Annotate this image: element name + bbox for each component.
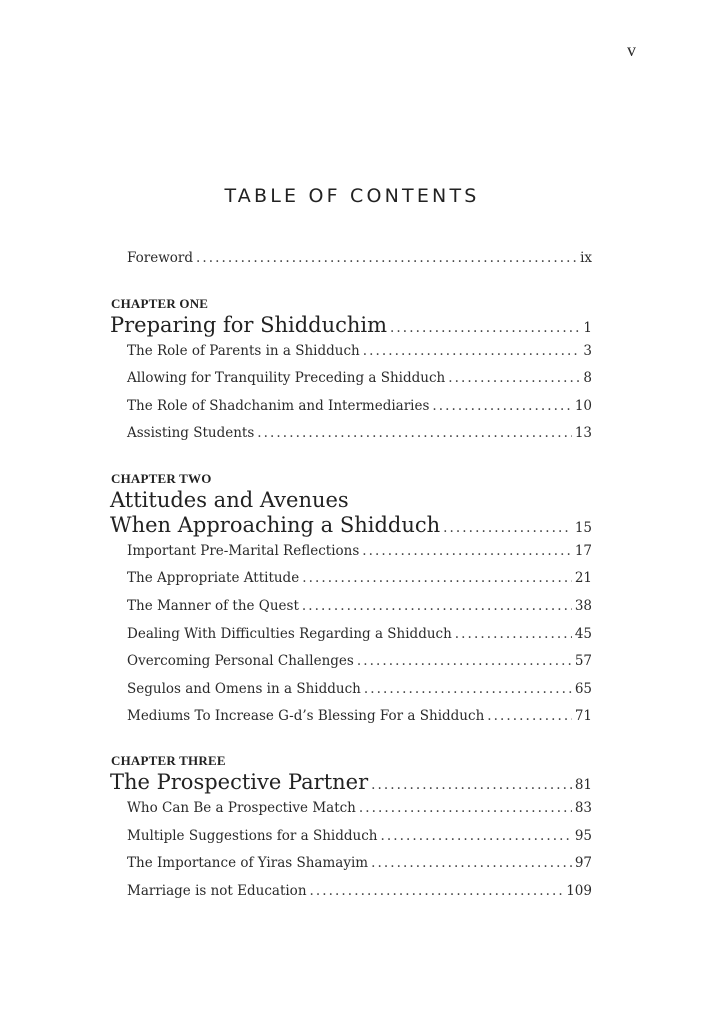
toc-entry[interactable]: [127, 708, 592, 724]
toc-entry[interactable]: [127, 425, 592, 441]
toc-entry[interactable]: [127, 828, 592, 844]
toc-entry-page: 21: [574, 570, 592, 586]
toc-entry-label: Allowing for Tranquility Preceding a Shidduch: [127, 370, 446, 386]
toc-entry[interactable]: [127, 681, 592, 697]
toc-entry-label: The Manner of the Quest: [127, 598, 299, 614]
toc-entry-page: 17: [574, 543, 592, 559]
toc-entry[interactable]: [127, 370, 592, 386]
chapter-title: When Approaching a Shidduch: [110, 513, 441, 537]
toc-entry[interactable]: [127, 543, 592, 559]
toc-entry-page: 97: [574, 855, 592, 871]
toc-entry-page: 45: [574, 626, 592, 642]
dot-leader: [302, 570, 572, 586]
chapter-title: Attitudes and Avenues: [110, 488, 349, 512]
toc-entry-label: Multiple Suggestions for a Shidduch: [127, 828, 378, 844]
toc-entry-label: The Role of Parents in a Shidduch: [127, 343, 360, 359]
toc-entry[interactable]: [127, 343, 592, 359]
dot-leader: [302, 598, 572, 614]
toc-entry-label: Marriage is not Education: [127, 883, 307, 899]
dot-leader: [363, 343, 581, 359]
toc-entry-page: 71: [574, 708, 592, 724]
dot-leader: [310, 883, 564, 899]
dot-leader: [362, 543, 572, 559]
page-number: v: [627, 40, 636, 60]
toc-entry[interactable]: [127, 883, 592, 899]
dot-leader: [448, 370, 580, 386]
toc-entry-page: 13: [574, 425, 592, 441]
toc-entry-label: Overcoming Personal Challenges: [127, 653, 354, 669]
toc-entry[interactable]: [127, 598, 592, 614]
toc-entry-label: Important Pre-Marital Reflections: [127, 543, 360, 559]
dot-leader: [371, 777, 572, 793]
dot-leader: [364, 681, 572, 697]
dot-leader: [443, 520, 572, 536]
toc-entry-label: Who Can Be a Prospective Match: [127, 800, 356, 816]
toc-entry-page: 57: [574, 653, 592, 669]
dot-leader: [257, 425, 572, 441]
chapter-title: Preparing for Shidduchim: [110, 313, 388, 337]
toc-entry-page: 83: [574, 800, 592, 816]
chapter-label: CHAPTER TWO: [111, 471, 212, 486]
toc-entry-label: Segulos and Omens in a Shidduch: [127, 681, 361, 697]
chapter-title-entry[interactable]: [110, 513, 592, 537]
dot-leader: [359, 800, 572, 816]
chapter-page: 15: [574, 520, 592, 536]
toc-entry-page: 109: [566, 883, 592, 899]
toc-entry-page: 65: [574, 681, 592, 697]
dot-leader: [432, 398, 571, 414]
toc-entry[interactable]: [127, 653, 592, 669]
toc-entry-page: ix: [580, 250, 592, 266]
dot-leader: [487, 708, 572, 724]
toc-entry-page: 10: [574, 398, 592, 414]
toc-entry-label: Assisting Students: [127, 425, 255, 441]
chapter-label: CHAPTER THREE: [111, 753, 226, 768]
toc-entry-label: Foreword: [127, 250, 193, 266]
toc-entry[interactable]: [127, 800, 592, 816]
dot-leader: [380, 828, 571, 844]
toc-entry-label: The Appropriate Attitude: [127, 570, 300, 586]
dot-leader: [455, 626, 572, 642]
chapter-title: The Prospective Partner: [110, 770, 369, 794]
dot-leader: [390, 320, 580, 336]
chapter-page: 81: [574, 777, 592, 793]
toc-title: TABLE OF CONTENTS: [224, 185, 480, 207]
toc-entry-label: Dealing With Difficulties Regarding a Shidduch: [127, 626, 452, 642]
toc-entry-label: The Importance of Yiras Shamayim: [127, 855, 369, 871]
toc-entry-label: The Role of Shadchanim and Intermediaries: [127, 398, 430, 414]
chapter-page: 1: [583, 320, 592, 336]
toc-entry-page: 8: [583, 370, 592, 386]
dot-leader: [357, 653, 572, 669]
dot-leader: [196, 250, 577, 266]
toc-entry-page: 38: [574, 598, 592, 614]
toc-entry-page: 3: [583, 343, 592, 359]
toc-entry[interactable]: [127, 398, 592, 414]
chapter-title-entry[interactable]: [110, 313, 592, 337]
chapter-label: CHAPTER ONE: [111, 296, 209, 311]
toc-entry[interactable]: [127, 855, 592, 871]
chapter-title-entry[interactable]: [110, 770, 592, 794]
toc-entry-label: Mediums To Increase G-d’s Blessing For a Shidduch: [127, 708, 485, 724]
toc-entry[interactable]: [127, 626, 592, 642]
toc-entry[interactable]: [127, 570, 592, 586]
toc-entry-foreword[interactable]: [127, 250, 592, 266]
toc-entry-page: 95: [574, 828, 592, 844]
dot-leader: [371, 855, 572, 871]
